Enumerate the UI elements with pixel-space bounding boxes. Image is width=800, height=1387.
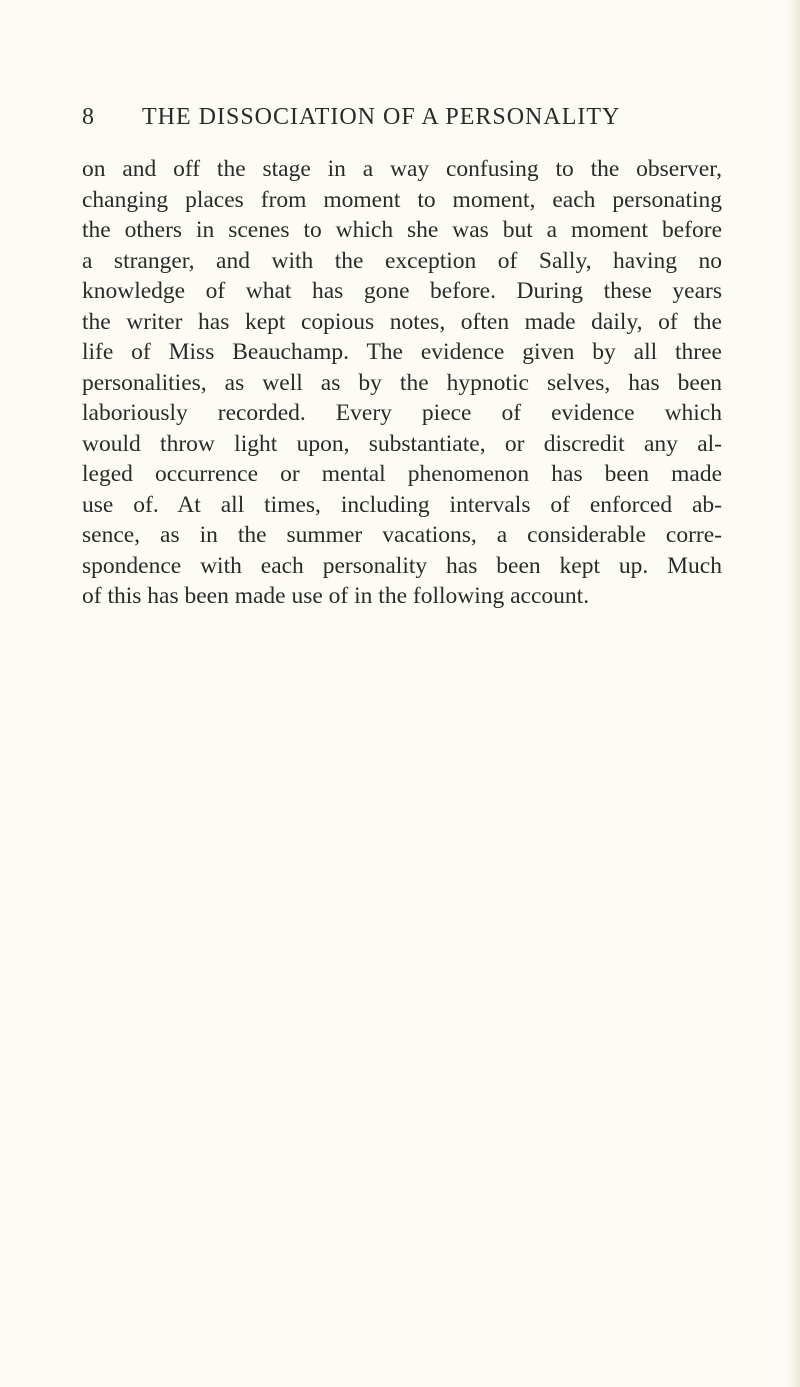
text-line: sence, as in the summer vacations, a considerable corre- xyxy=(82,522,722,548)
text-line: use of. At all times, including intervals of enforced ab- xyxy=(82,491,722,518)
body-paragraph xyxy=(82,154,722,612)
text-line: would throw light upon, substantiate, or discredit any al- xyxy=(82,430,722,457)
text-line: life of Miss Beauchamp. The evidence given by all three xyxy=(82,339,722,365)
text-line: personalities, as well as by the hypnotic selves, has been xyxy=(82,369,722,396)
text-line: spondence with each personality has been kept up. Much xyxy=(82,552,722,579)
page-edge-shadow xyxy=(786,0,800,1387)
text-line: knowledge of what has gone before. During these years xyxy=(82,278,722,304)
text-line: a stranger, and with the exception of Sally, having no xyxy=(82,247,722,274)
text-line: changing places from moment to moment, each personating xyxy=(82,186,722,213)
text-line: on and off the stage in a way confusing to the observer, xyxy=(82,156,722,182)
page-number: 8 xyxy=(82,104,95,130)
text-line: leged occurrence or mental phenomenon has been made xyxy=(82,461,722,487)
text-line: the writer has kept copious notes, often made daily, of the xyxy=(82,308,722,335)
page-header xyxy=(82,104,722,136)
text-line: of this has been made use of in the following account. xyxy=(82,583,590,609)
text-line: laboriously recorded. Every piece of evidence which xyxy=(82,400,722,426)
running-title: THE DISSOCIATION OF A PERSONALITY xyxy=(142,104,621,130)
text-line: the others in scenes to which she was but a moment before xyxy=(82,217,722,243)
